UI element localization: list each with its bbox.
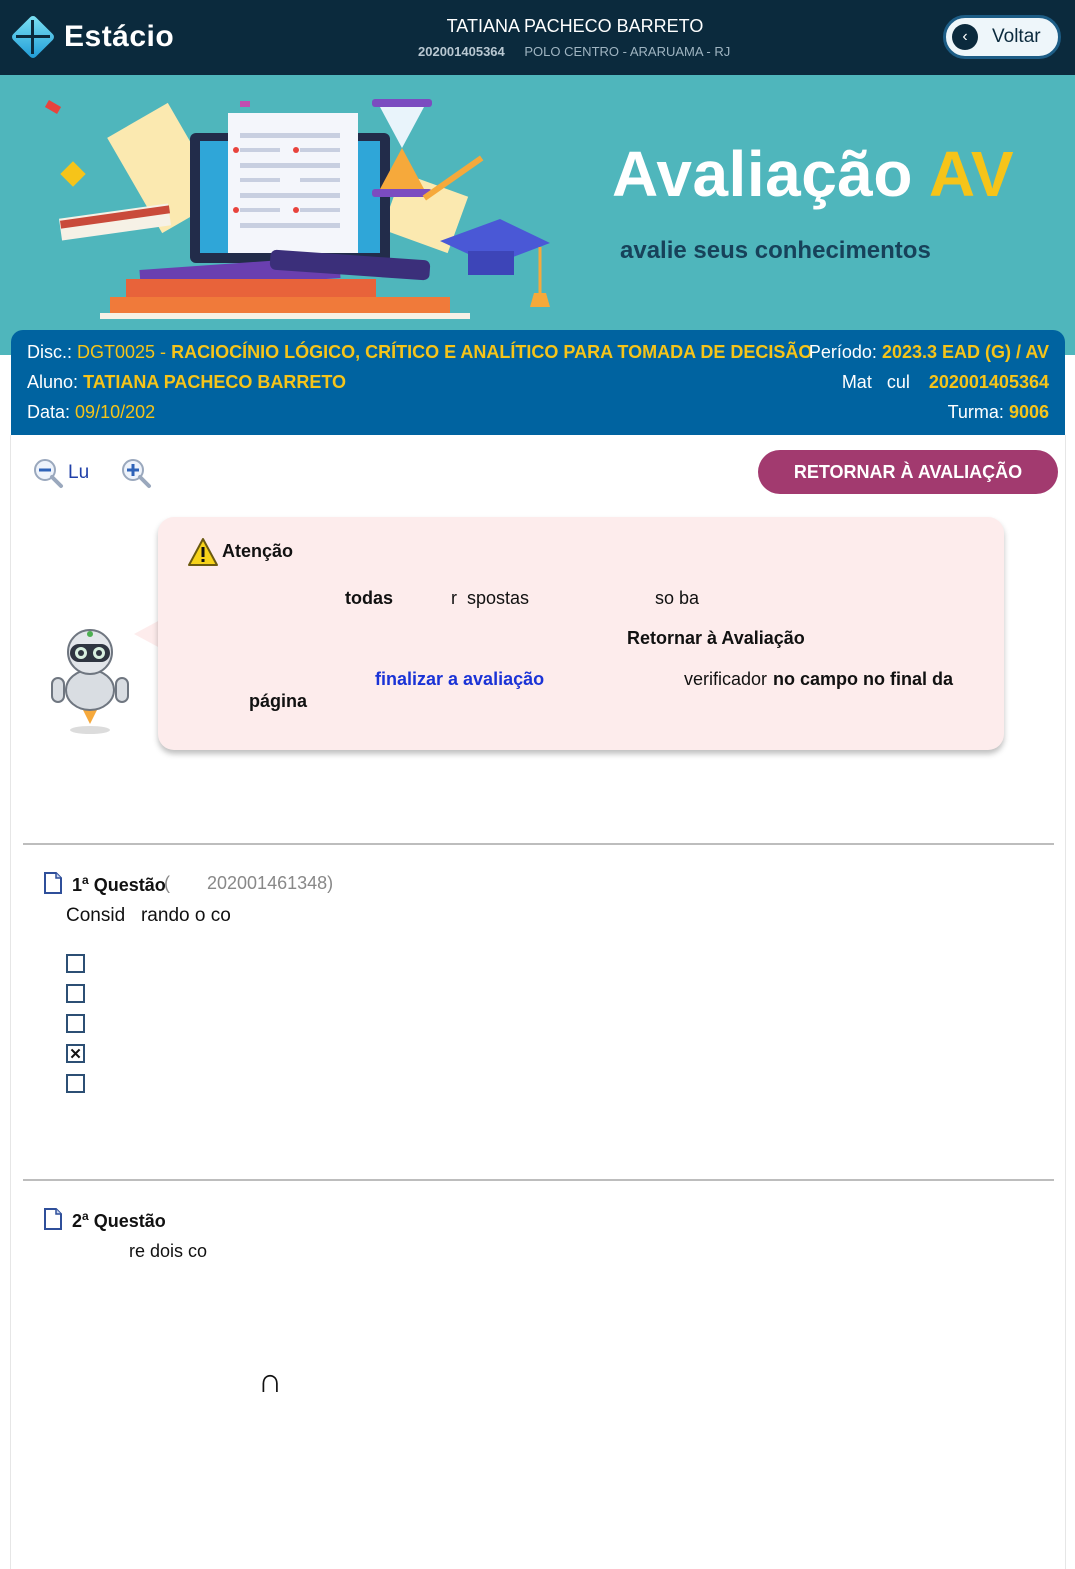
banner <box>0 75 1075 355</box>
matricula-row <box>842 372 1049 393</box>
question-2-sup: a <box>82 1209 89 1223</box>
disc-row <box>27 342 812 363</box>
exam-illustration <box>40 93 560 333</box>
user-polo: POLO CENTRO - ARARUAMA - RJ <box>524 44 731 59</box>
notice-text-verificador: verificador <box>684 669 768 689</box>
disc-code: DGT0025 - <box>77 342 167 362</box>
robot-mascot-icon <box>48 628 132 738</box>
course-info-box <box>11 330 1065 435</box>
voltar-button[interactable] <box>943 15 1061 59</box>
notice-title: Atenção <box>222 541 294 561</box>
notice-text-todas: todas <box>345 588 394 608</box>
question-1-title <box>72 873 166 896</box>
disc-label: Disc.: <box>27 342 72 362</box>
logo-text: Estácio <box>64 20 175 53</box>
notice-link-finalizar[interactable]: finalizar a avaliação <box>375 669 545 689</box>
warning-icon <box>187 537 219 567</box>
question-1-option-checkbox[interactable] <box>66 984 85 1003</box>
data-label: Data: <box>27 402 71 422</box>
notice-text-campo: no campo no final da <box>773 669 954 689</box>
zoom-in-icon[interactable] <box>120 457 152 489</box>
aluno-value: TATIANA PACHECO BARRETO <box>83 372 347 392</box>
question-1-label: Questão <box>93 875 166 895</box>
turma-value: 9006 <box>1008 402 1049 422</box>
turma-row <box>948 402 1049 423</box>
document-icon <box>43 1208 63 1230</box>
banner-title-accent: AV <box>928 138 1015 210</box>
aluno-label: Aluno: <box>27 372 79 392</box>
notice-text-respostas: r spostas <box>451 588 530 608</box>
disc-name: RACIOCÍNIO LÓGICO, CRÍTICO E ANALÍTICO PARA TOMADA DE DECISÃO <box>171 342 813 362</box>
intersection-symbol: ∩ <box>258 1362 283 1400</box>
turma-label: Turma: <box>947 402 1004 422</box>
notice-text-retornar: Retornar à Avaliação <box>627 628 805 648</box>
zoom-out-icon[interactable] <box>32 457 64 489</box>
banner-title-main: Avaliação <box>612 138 913 210</box>
question-2-text: re dois co <box>129 1241 208 1261</box>
question-1-code: 202001461348) <box>207 873 334 893</box>
question-2-label: Questão <box>93 1211 166 1231</box>
question-divider <box>23 843 1054 845</box>
data-row <box>27 402 155 423</box>
document-icon <box>43 872 63 894</box>
question-1-option-checkbox[interactable] <box>66 954 85 973</box>
banner-subtitle: avalie seus conhecimentos <box>620 237 931 264</box>
periodo-label: Período: <box>808 342 877 362</box>
periodo-value: 2023.3 EAD (G) / AV <box>881 342 1049 362</box>
notice-text-sobase: so ba <box>655 588 700 608</box>
question-divider <box>23 1179 1054 1181</box>
question-1-option-checkbox[interactable] <box>66 1014 85 1033</box>
periodo-row <box>809 342 1049 363</box>
notice-text-pagina: página <box>249 691 308 711</box>
aluno-row <box>27 372 346 393</box>
question-1-text: Consid rando o co <box>66 905 231 926</box>
chevron-left-icon: ‹ <box>952 24 978 50</box>
data-value: 09/10/202 <box>75 402 156 422</box>
question-1-sup: a <box>82 873 89 887</box>
question-2-title <box>72 1209 166 1232</box>
matricula-label: Mat cul <box>841 372 910 392</box>
top-bar <box>0 0 1075 75</box>
matricula-value: 202001405364 <box>928 372 1049 392</box>
notice-tail <box>134 620 160 648</box>
user-name: TATIANA PACHECO BARRETO <box>446 16 704 36</box>
user-matricula: 202001405364 <box>418 44 505 59</box>
question-1-option-checkbox-checked[interactable]: ✕ <box>66 1044 85 1063</box>
question-1-number: 1 <box>72 875 83 895</box>
question-2-number: 2 <box>72 1211 83 1231</box>
user-subinfo <box>418 44 730 59</box>
voltar-label: Voltar <box>992 26 1041 47</box>
question-1-code-open: ( <box>164 873 170 893</box>
question-1-option-checkbox[interactable] <box>66 1074 85 1093</box>
retornar-avaliacao-button[interactable]: RETORNAR À AVALIAÇÃO <box>758 450 1058 494</box>
banner-title <box>612 137 1014 211</box>
zoom-level-label: Lu <box>68 462 90 483</box>
